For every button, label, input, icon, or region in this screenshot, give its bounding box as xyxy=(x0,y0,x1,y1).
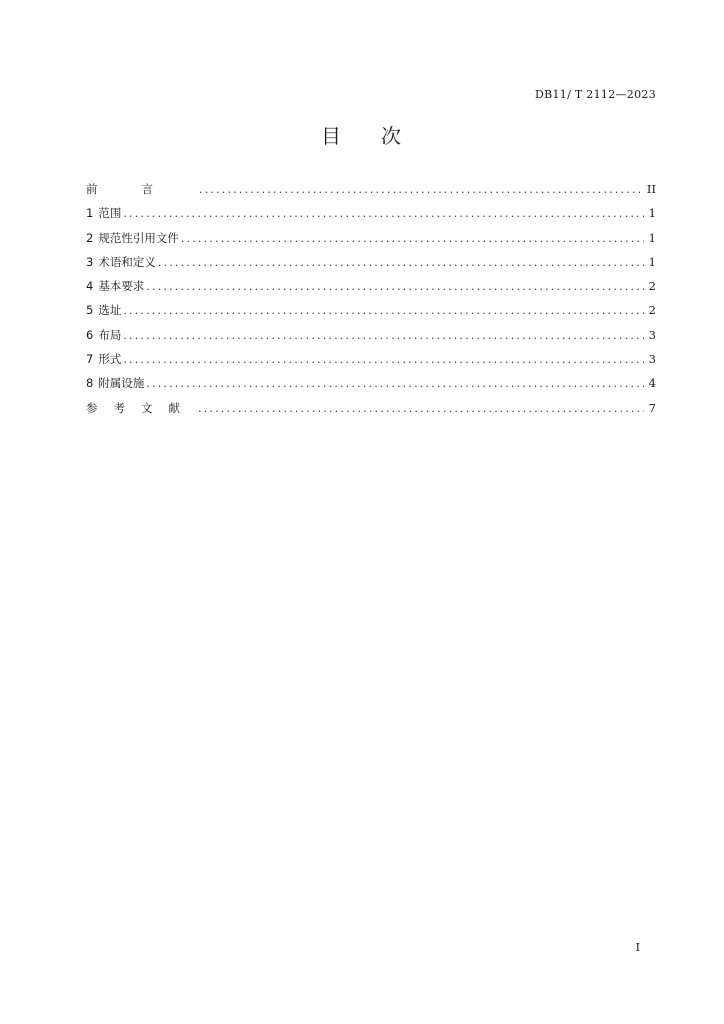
toc-entry-page: 1 xyxy=(648,254,656,269)
toc-entry-label: 选址 xyxy=(98,303,122,318)
title-char-2: 次 xyxy=(381,124,403,148)
toc-leader-dots xyxy=(123,304,644,317)
toc-leader-dots xyxy=(123,353,644,366)
toc-entry-number: 6 xyxy=(86,327,94,342)
toc-entry-foreword[interactable] xyxy=(86,181,656,205)
table-of-contents xyxy=(86,181,656,424)
toc-entry-label: 基本要求 xyxy=(98,279,145,294)
toc-entry-form[interactable] xyxy=(86,351,656,375)
standard-code: DB11/ T 2112—2023 xyxy=(534,88,656,101)
toc-entry-site-selection[interactable] xyxy=(86,302,656,326)
toc-entry-page: 4 xyxy=(648,376,656,391)
toc-entry-number: 5 xyxy=(86,303,94,318)
toc-entry-label: 布局 xyxy=(98,327,122,342)
toc-entry-label: 范围 xyxy=(98,206,122,221)
toc-leader-dots xyxy=(181,232,644,245)
toc-entry-number: 1 xyxy=(86,206,94,221)
page-title xyxy=(0,120,724,149)
toc-entry-label: 参考文献 xyxy=(86,400,196,415)
toc-entry-page: 1 xyxy=(648,206,656,221)
toc-leader-dots xyxy=(198,402,644,415)
title-char-1: 目 xyxy=(321,124,343,148)
toc-entry-layout[interactable] xyxy=(86,327,656,351)
toc-entry-label: 规范性引用文件 xyxy=(98,230,179,245)
toc-entry-label: 附属设施 xyxy=(98,376,145,391)
toc-entry-page: II xyxy=(646,182,656,196)
toc-entry-page: 2 xyxy=(648,279,656,294)
toc-entry-number: 7 xyxy=(86,352,94,367)
toc-entry-label: 术语和定义 xyxy=(98,254,156,269)
toc-entry-terms-definitions[interactable] xyxy=(86,254,656,278)
toc-entry-number: 4 xyxy=(86,279,94,294)
toc-entry-page: 1 xyxy=(648,230,656,245)
toc-entry-ancillary-facilities[interactable] xyxy=(86,375,656,399)
toc-entry-label: 形式 xyxy=(98,352,122,367)
toc-entry-page: 2 xyxy=(648,303,656,318)
toc-entry-scope[interactable] xyxy=(86,205,656,229)
toc-leader-dots xyxy=(158,256,644,269)
toc-entry-number: 2 xyxy=(86,230,94,245)
page-number: I xyxy=(635,941,640,954)
toc-entry-page: 3 xyxy=(648,327,656,342)
toc-entry-normative-references[interactable] xyxy=(86,230,656,254)
toc-leader-dots xyxy=(146,377,644,390)
toc-leader-dots xyxy=(123,329,644,342)
toc-entry-page: 3 xyxy=(648,352,656,367)
toc-leader-dots xyxy=(146,280,644,293)
toc-leader-dots xyxy=(199,183,643,196)
toc-entry-number: 8 xyxy=(86,376,94,391)
toc-entry-bibliography[interactable] xyxy=(86,400,656,424)
toc-entry-page: 7 xyxy=(648,400,656,415)
toc-entry-label: 前言 xyxy=(86,182,197,196)
toc-entry-number: 3 xyxy=(86,254,94,269)
toc-leader-dots xyxy=(123,207,644,220)
toc-entry-basic-requirements[interactable] xyxy=(86,278,656,302)
